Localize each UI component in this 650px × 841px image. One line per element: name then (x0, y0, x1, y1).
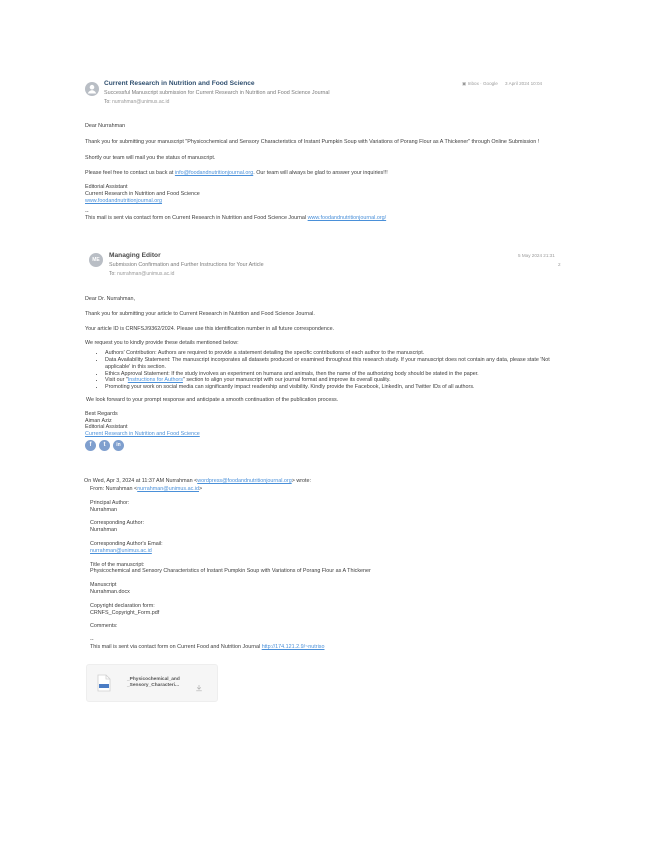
attachment-name (127, 677, 180, 689)
folder-icon: ▣ (462, 81, 467, 86)
body-paragraph: Thank you for submitting your article to Current Research in Nutrition and Food Science Journal. (85, 310, 315, 317)
text: . Our team will always be glad to answer your inquiries!!! (253, 170, 388, 177)
attachment-name-line: _Sensory_Characteri... (127, 683, 179, 688)
greeting: Dear Nurrahman (85, 123, 126, 129)
recipient-address[interactable]: nurrahman@unimus.ac.id (117, 271, 175, 277)
user-icon (85, 82, 99, 96)
facebook-icon[interactable]: f (85, 440, 96, 451)
download-icon[interactable] (195, 679, 203, 687)
attachment-name-line: _Physicochemical_and (127, 677, 180, 682)
attachment-card[interactable] (86, 664, 218, 702)
sender-avatar (85, 82, 99, 96)
footer-url-link[interactable]: http://174.121.2.9/~nutriso (261, 643, 325, 650)
closing-paragraph: We look forward to your prompt response and anticipate a smooth continuation of the publication process. (86, 396, 339, 403)
from-email-link[interactable]: nurrahman@unimus.ac.id (137, 486, 199, 492)
signature-title: Editorial Assistant (85, 424, 128, 431)
contact-email-link[interactable]: info@foodandnutritionjournal.org (174, 170, 254, 177)
text: This mail is sent via contact form on Current Research in Nutrition and Food Science Journal (85, 215, 308, 222)
field-value: Nurrahman (90, 506, 117, 513)
footer-website-link[interactable]: www.foodandnutritionjournal.org/ (307, 215, 387, 222)
email2-body (85, 296, 560, 451)
sender-avatar: ME (89, 253, 103, 267)
footer-note (85, 215, 555, 222)
regards: Best Regards (85, 410, 118, 417)
text: > (199, 486, 203, 492)
list-item: • Ethics Approval Statement: If the study involves an experiment on humans and animals, then the name of the authorizing body should be stated in the paper. (105, 371, 560, 378)
message-count[interactable]: 2 (558, 262, 561, 267)
recipient-line (109, 271, 174, 277)
signature-org: Current Research in Nutrition and Food Science (85, 190, 200, 197)
mailbox-label[interactable]: Inbox · Google (467, 81, 498, 86)
author-email-link[interactable]: nurrahman@unimus.ac.id (90, 547, 152, 554)
signature-journal-link[interactable]: Current Research in Nutrition and Food Science (85, 431, 200, 438)
field-label: Comments: (90, 623, 118, 630)
to-label: To: (109, 271, 116, 277)
twitter-icon[interactable]: t (99, 440, 110, 451)
list-item: • Data Availability Statement: The manuscript incorporates all datasets produced or examined throughout this research study. If your manuscript does not contain any data, please state 'Not applicable' in this section. (105, 357, 560, 371)
quoted-header (84, 478, 564, 485)
signature-name: Aiman Aziz (85, 417, 112, 424)
text: " section to align your manuscript with our journal format and improve its overall quality. (182, 377, 391, 384)
recipient-address[interactable]: nurrahman@unimus.ac.id (112, 99, 170, 105)
field-label: Corresponding Author: (90, 520, 144, 527)
field-value: CRNFS_Copyright_Form.pdf (90, 609, 160, 616)
text: From: Nurrahman < (90, 486, 138, 492)
text: > wrote: (291, 478, 312, 484)
list-item: • Authors' Contribution: Authors are required to provide a statement detailing the specific contributions of each author to the manuscript. (105, 350, 560, 357)
to-label: To: (104, 99, 111, 105)
recipient-line (104, 99, 169, 105)
document-icon (97, 674, 111, 692)
signature-separator: -- (85, 208, 89, 215)
field-label: Corresponding Author's Email: (90, 540, 163, 547)
email1-body (85, 123, 555, 222)
signature-title: Editorial Assistant (85, 184, 128, 191)
list-item: • Promoting your work on social media can significantly impact readership and visibility. Kindly provide the Facebook, LinkedIn, and Twitter IDs of all authors. (105, 384, 560, 391)
field-value: Nurrahman (90, 527, 117, 534)
from-line (90, 486, 560, 493)
body-paragraph: We request you to kindly provide these details mentioned below: (85, 340, 239, 347)
body-paragraph (85, 170, 555, 177)
signature-website-link[interactable]: www.foodandnutritionjournal.org (85, 197, 163, 204)
footer-note (90, 644, 560, 651)
sender-name[interactable]: Managing Editor (109, 252, 161, 259)
text: Visit our " (105, 377, 128, 384)
field-label: Title of the manuscript: (90, 561, 145, 568)
email-subject: Successful Manuscript submission for Current Research in Nutrition and Food Science Journal (104, 90, 330, 96)
greeting: Dear Dr. Nurrahman, (85, 296, 136, 302)
body-paragraph: Shortly our team will mail you the status of manuscript. (85, 154, 216, 161)
social-icons (85, 440, 560, 451)
body-paragraph: Thank you for submitting your manuscript "Physicochemical and Sensory Characteristics of Instant Pumpkin Soup with Variations of Porang Flour as A Thickener" through Online Submission ! (85, 138, 540, 145)
email-date: 5 May 2024 21:31 (518, 253, 555, 258)
email-subject: Submission Confirmation and Further Instructions for Your Article (109, 262, 264, 268)
field-label: Manuscript (90, 582, 117, 589)
signature-separator: -- (90, 637, 94, 644)
field-label: Principal Author: (90, 499, 130, 506)
list-item (105, 377, 560, 384)
linkedin-icon[interactable]: in (113, 440, 124, 451)
text: Please feel free to contact us back at (85, 170, 175, 177)
email-meta (462, 81, 542, 87)
text: This mail is sent via contact form on Current Food and Nutrition Journal (90, 643, 262, 650)
text: On Wed, Apr 3, 2024 at 11:37 AM Nurrahman < (84, 478, 198, 484)
quoted-body (90, 486, 560, 651)
sender-name[interactable]: Current Research in Nutrition and Food Science (104, 80, 255, 87)
sender-email-link[interactable]: wordpress@foodandnutritionjournal.org (197, 478, 292, 484)
requirements-list (85, 350, 560, 391)
field-value: Nurrahman.docx (90, 588, 130, 595)
instructions-for-authors-link[interactable]: Instructions for Authors (127, 377, 183, 384)
field-label: Copyright declaration form: (90, 602, 155, 609)
field-value: Physicochemical and Sensory Characteristics of Instant Pumpkin Soup with Variations of Porang Flour as A Thickener (90, 568, 371, 575)
body-paragraph: Your article ID is CRNFSJ/9362/2024. Please use this identification number in all future correspondence. (85, 325, 335, 332)
email-date: 3 April 2024 10:04 (505, 81, 543, 86)
